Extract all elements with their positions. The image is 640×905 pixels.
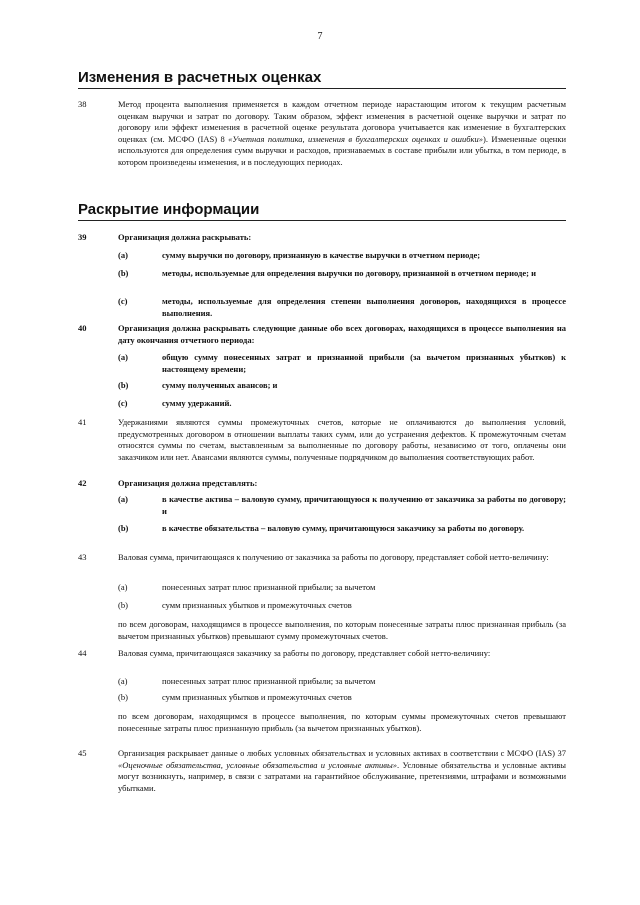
page-number: 7 <box>317 31 323 42</box>
paragraph-text: Организация должна представлять: <box>118 478 258 488</box>
list-item <box>78 398 566 410</box>
paragraph-44-continuation <box>78 711 566 734</box>
list-item-label: (b) <box>118 692 128 702</box>
list-item-text: сумму удержаний. <box>162 398 232 408</box>
paragraph-number: 45 <box>78 748 87 758</box>
paragraph-39 <box>78 232 566 244</box>
paragraph-text: по всем договорам, находящимся в процессе выполнения, по которым суммы промежуточных счетов превышают понесенные затраты плюс признанную прибыль (за вычетом признанных убытков). <box>118 711 566 733</box>
paragraph-43 <box>78 552 566 564</box>
list-item-label: (c) <box>118 398 128 408</box>
list-item <box>78 352 566 375</box>
paragraph-text: Удержаниями являются суммы промежуточных счетов, которые не оплачиваются до выполнения условий, предусмотренных договором в отношении выплаты таких сумм, или до устранения дефектов. К промежуточным счетам относятся суммы по счетам, выставленным за выполненные по договору работы, независимо от того, оплачены они заказчиком или нет. Авансами являются суммы, полученные подрядчиком до выполнения соответствующих работ. <box>118 417 566 462</box>
paragraph-number: 39 <box>78 232 87 242</box>
list-item-label: (a) <box>118 250 128 260</box>
list-item-label: (a) <box>118 676 128 686</box>
paragraph-text: Валовая сумма, причитающаяся к получению от заказчика за работы по договору, представляет собой нетто-величину: <box>118 552 549 562</box>
list-item-label: (b) <box>118 268 129 278</box>
paragraph-38 <box>78 99 566 168</box>
list-item-text: понесенных затрат плюс признанной прибыли; за вычетом <box>162 676 376 686</box>
paragraph-number: 44 <box>78 648 87 658</box>
list-item-label: (b) <box>118 380 129 390</box>
list-item-text: методы, используемые для определения степени выполнения договоров, находящихся в процессе выполнения. <box>162 296 566 318</box>
paragraph-42 <box>78 478 566 490</box>
list-item-label: (a) <box>118 352 128 362</box>
paragraph-number: 40 <box>78 323 87 333</box>
paragraph-43-continuation <box>78 619 566 642</box>
paragraph-number: 42 <box>78 478 87 488</box>
paragraph-41 <box>78 417 566 463</box>
paragraph-number: 38 <box>78 99 87 109</box>
list-item-text: сумму полученных авансов; и <box>162 380 278 390</box>
list-item <box>78 268 566 280</box>
list-item-text: сумм признанных убытков и промежуточных счетов <box>162 600 352 610</box>
section-heading-estimates: Изменения в расчетных оценках <box>78 69 566 89</box>
paragraph-40 <box>78 323 566 346</box>
list-item <box>78 600 566 612</box>
paragraph-text: Организация должна раскрывать следующие данные обо всех договорах, находящихся в процессе выполнения на дату окончания отчетного периода: <box>118 323 566 345</box>
section-heading-disclosure: Раскрытие информации <box>78 201 566 221</box>
list-item-label: (c) <box>118 296 128 306</box>
list-item-text: понесенных затрат плюс признанной прибыли; за вычетом <box>162 582 376 592</box>
paragraph-text: Валовая сумма, причитающаяся заказчику за работы по договору, представляет собой нетто-величину: <box>118 648 491 658</box>
list-item <box>78 582 566 594</box>
list-item <box>78 296 566 319</box>
list-item-text: методы, используемые для определения выручки по договору, признанной в отчетном периоде; и <box>162 268 536 278</box>
list-item <box>78 692 566 704</box>
standard-title: «Учетная политика, изменения в бухгалтерских оценках и ошибки» <box>228 133 483 144</box>
standard-title: «Оценочные обязательства, условные обязательства и условные активы» <box>118 759 397 770</box>
list-item <box>78 380 566 392</box>
list-item-label: (a) <box>118 582 128 592</box>
paragraph-45 <box>78 748 566 794</box>
paragraph-number: 41 <box>78 417 87 427</box>
paragraph-number: 43 <box>78 552 87 562</box>
list-item <box>78 494 566 517</box>
paragraph-text: по всем договорам, находящимся в процессе выполнения, по которым понесенные затраты плюс признанная прибыль (за вычетом признанных убытков) превышают сумму промежуточных счетов. <box>118 619 566 641</box>
paragraph-44 <box>78 648 566 660</box>
list-item-text: в качестве актива – валовую сумму, причитающуюся к получению от заказчика за работы по договору; и <box>162 494 566 516</box>
list-item-text: сумму выручки по договору, признанную в качестве выручки в отчетном периоде; <box>162 250 481 260</box>
list-item-text: в качестве обязательства – валовую сумму, причитающуюся заказчику за работы по договору. <box>162 523 525 533</box>
list-item <box>78 523 566 535</box>
paragraph-text: Метод процента выполнения применяется в каждом отчетном периоде нарастающим итогом к текущим расчетным оценкам выручки и затрат по договору. Таким образом, эффект изменения в расчетной оценке выручки и затрат по договору или эффект изменения в расчетной оценке результата договора учитывается как изменение в бухгалтерских оценках (см. МСФО (IAS) 8 «Учетная политика, изменения в бухгалтерских оценках и ошибки»). Измененные оценки используются для определения сумм выручки и расходов, признаваемых в составе прибыли или убытка, в том периоде, в котором произведены изменения, и в последующих периодах. <box>118 99 567 167</box>
list-item-label: (b) <box>118 523 129 533</box>
list-item-label: (a) <box>118 494 128 504</box>
paragraph-text: Организация раскрывает данные о любых условных обязательствах и условных активах в соответствии с МСФО (IAS) 37 «Оценочные обязательства, условные обязательства и условные активы». Условные обязательства и условные активы могут возникнуть, например, в связи с затратами на гарантийное обслуживание, претензиями, штрафами и возможными убытками. <box>118 748 566 793</box>
list-item <box>78 250 566 262</box>
list-item <box>78 676 566 688</box>
paragraph-text: Организация должна раскрывать: <box>118 232 252 242</box>
list-item-text: общую сумму понесенных затрат и признанной прибыли (за вычетом признанных убытков) к настоящему времени; <box>162 352 566 374</box>
list-item-label: (b) <box>118 600 128 610</box>
list-item-text: сумм признанных убытков и промежуточных счетов <box>162 692 352 702</box>
